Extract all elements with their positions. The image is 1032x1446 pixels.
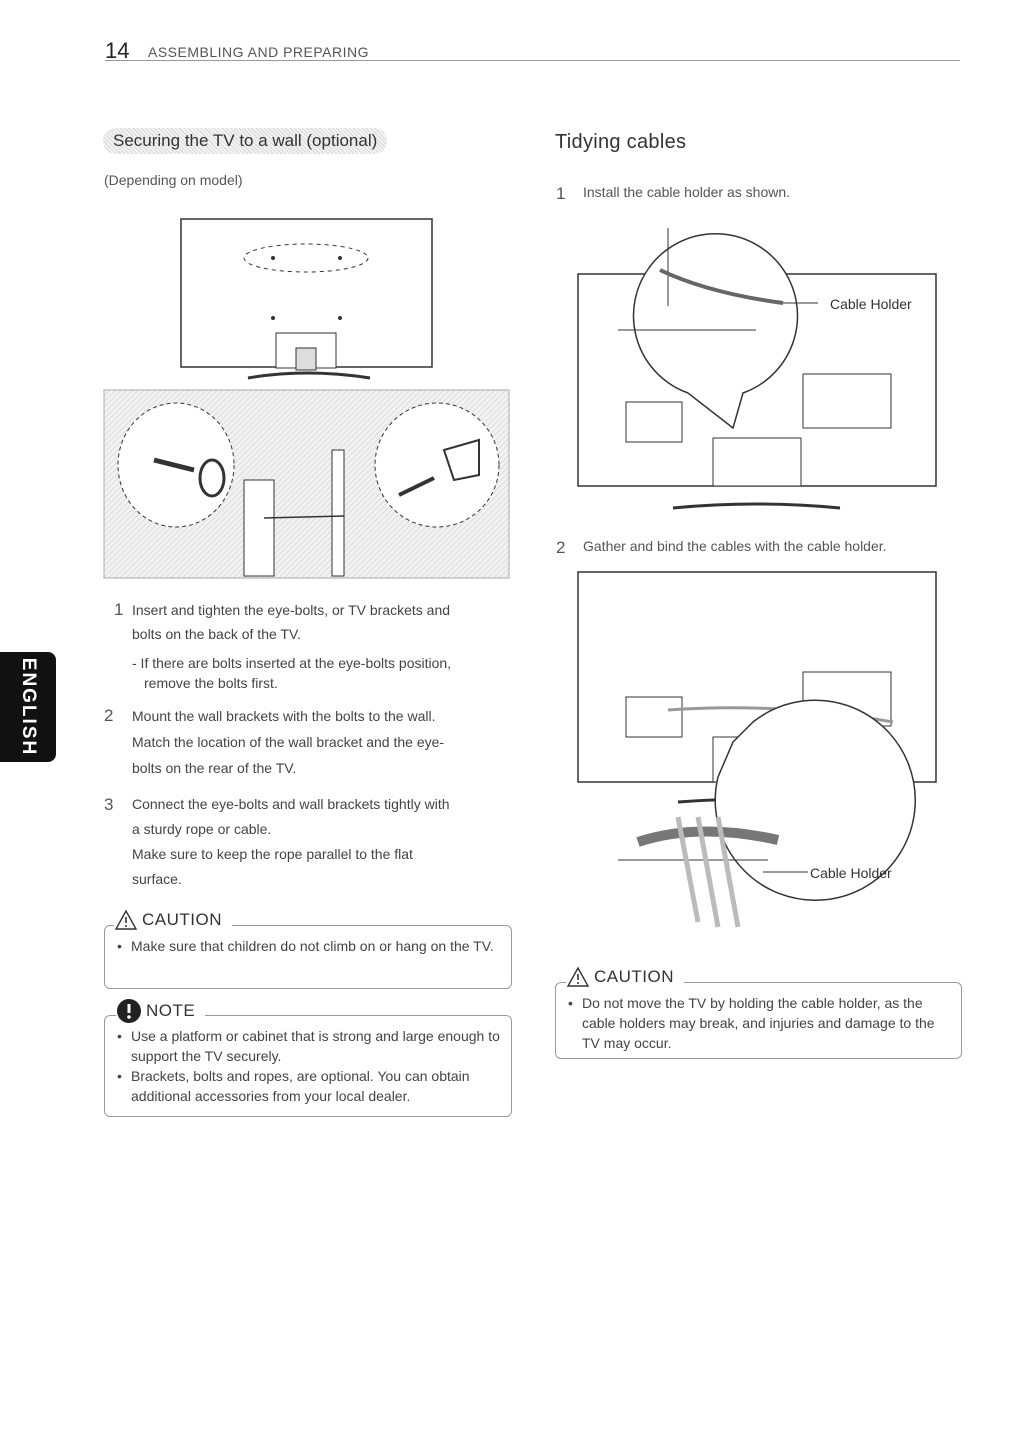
caution-box-left [104, 925, 512, 989]
right-step-1-number: 1 [556, 184, 566, 203]
caution-heading-left [114, 909, 232, 931]
subnote-line-2: remove the bolts first. [144, 675, 278, 691]
language-tab-label: ENGLISH [18, 657, 39, 757]
wall-bracket-illustration [104, 390, 510, 580]
step-3-line-3: Make sure to keep the rope parallel to the flat [132, 846, 413, 862]
section-title-securing: Securing the TV to a wall (optional) [103, 128, 387, 154]
step-2-number: 2 [104, 706, 114, 725]
note-heading [116, 998, 205, 1024]
warning-triangle-icon [114, 909, 138, 931]
note-item-1: • Use a platform or cabinet that is strong and large enough to support the TV securely. [105, 1026, 511, 1066]
page-number: 14 [105, 38, 130, 63]
caution-heading-right [566, 966, 684, 988]
step-2-text [132, 703, 444, 781]
caution-item-right: • Do not move the TV by holding the cable holder, as the cable holders may break, and injuries and damage to the TV may occur. [556, 993, 949, 1053]
note-title: NOTE [142, 1001, 199, 1021]
step-2-line-2: Match the location of the wall bracket and the eye- [132, 734, 445, 750]
tv-back-illustration [180, 218, 435, 388]
subnote-line-1: - If there are bolts inserted at the eye-bolts position, [132, 655, 452, 671]
step-1-line-2: bolts on the back of the TV. [132, 626, 301, 642]
cable-holder-install-illustration [578, 218, 938, 518]
cable-holder-label-bottom: Cable Holder [810, 865, 892, 881]
exclamation-circle-icon [116, 998, 142, 1024]
step-2-line-3: bolts on the rear of the TV. [132, 760, 297, 776]
step-1-text [132, 598, 450, 646]
note-box [104, 1015, 512, 1117]
section-title-tidying: Tidying cables [555, 131, 687, 153]
step-1-number: 1 [114, 600, 124, 619]
caution-title-left: CAUTION [138, 910, 226, 930]
step-3-text [132, 792, 450, 892]
language-tab [0, 652, 56, 762]
header-divider [105, 60, 960, 61]
step-3-line-1: Connect the eye-bolts and wall brackets tightly with [132, 796, 450, 812]
note-item-2: • Brackets, bolts and ropes, are optional. You can obtain additional accessories from your local dealer. [105, 1066, 511, 1106]
right-step-2-text: Gather and bind the cables with the cable holder. [583, 538, 887, 554]
caution-item: • Make sure that children do not climb on or hang on the TV. [105, 936, 511, 956]
model-note: (Depending on model) [104, 172, 243, 188]
step-3-line-2: a sturdy rope or cable. [132, 821, 272, 837]
caution-title-right: CAUTION [590, 967, 678, 987]
right-step-1-text: Install the cable holder as shown. [583, 184, 791, 200]
step-2-line-1: Mount the wall brackets with the bolts to the wall. [132, 708, 436, 724]
warning-triangle-icon [566, 966, 590, 988]
right-step-2-number: 2 [556, 538, 566, 557]
cable-binding-illustration [578, 572, 938, 962]
step-3-line-4: surface. [132, 871, 182, 887]
step-1-line-1: Insert and tighten the eye-bolts, or TV brackets and [132, 602, 451, 618]
step-3-number: 3 [104, 795, 114, 814]
caution-box-right [555, 982, 962, 1059]
cable-holder-label-top: Cable Holder [830, 296, 912, 312]
step-1-subnote [132, 653, 451, 693]
running-title: ASSEMBLING AND PREPARING [148, 44, 370, 60]
